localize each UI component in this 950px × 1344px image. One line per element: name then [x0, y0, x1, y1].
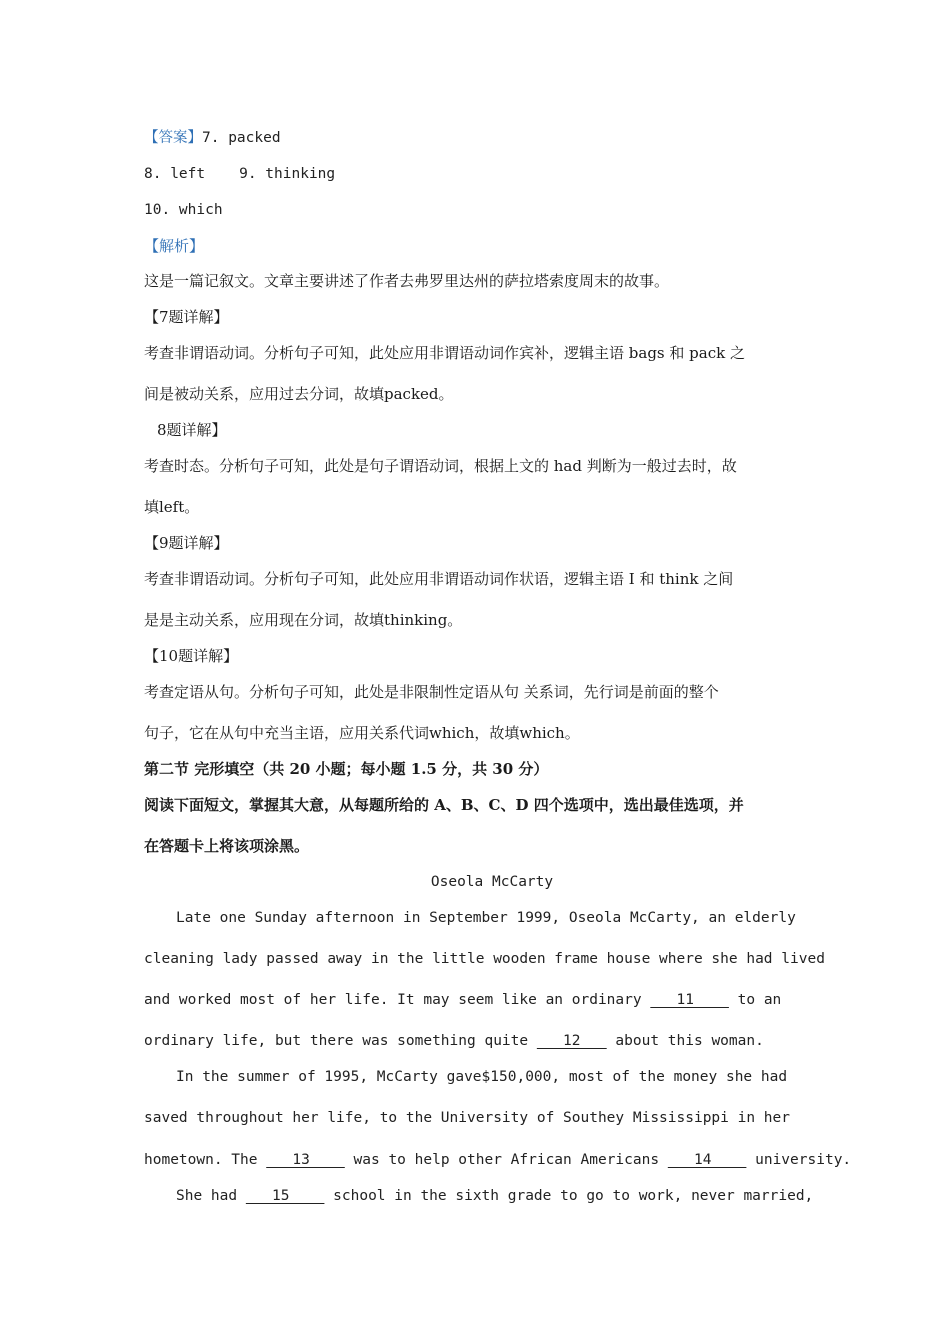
blank-11: 11	[650, 992, 729, 1008]
answer-line-10	[144, 200, 223, 220]
passage-text: She had	[176, 1188, 246, 1204]
answer-7: 7. packed	[202, 130, 281, 146]
analysis-summary: 这是一篇记叙文。文章主要讲述了作者去弗罗里达州的萨拉塔索度周末的故事。	[144, 272, 670, 290]
section-instructions-1: 阅读下面短文，掌握其大意，从每题所给的 A、B、C、D 四个选项中，选出最佳选项，并	[144, 796, 744, 814]
answer-9: 9. thinking	[239, 166, 336, 182]
section-title: 第二节 完形填空（共 20 小题；每小题 1.5 分，共 30 分）	[144, 760, 549, 778]
passage-text: university.	[746, 1152, 852, 1168]
passage-text: school in the sixth grade to go to work, never married,	[324, 1188, 814, 1204]
passage-line	[144, 1150, 851, 1170]
passage-line	[144, 990, 781, 1010]
passage-line: cleaning lady passed away in the little wooden frame house where she had lived	[144, 951, 825, 967]
passage-line	[176, 1186, 813, 1206]
passage-text: about this woman.	[606, 1033, 764, 1049]
q10-heading: 【10题详解】	[144, 647, 239, 665]
passage-text: hometown. The	[144, 1152, 267, 1168]
blank-12: 12	[536, 1033, 607, 1049]
passage-text: ordinary life, but there was something quite	[144, 1033, 537, 1049]
q8-line2: 填left。	[144, 498, 200, 516]
q8-heading: 8题详解】	[157, 421, 227, 439]
q9-line1: 考查非谓语动词。分析句子可知，此处应用非谓语动词作状语，逻辑主语 I 和 think 之间	[144, 570, 734, 588]
answer-line-8-9	[144, 164, 335, 184]
section-instructions-2: 在答题卡上将该项涂黑。	[144, 837, 310, 855]
q9-heading: 【9题详解】	[144, 534, 229, 552]
passage-text: and worked most of her life. It may seem like an ordinary	[144, 992, 651, 1008]
q10-line2: 句子，它在从句中充当主语，应用关系代词which，故填which。	[144, 724, 580, 742]
q7-heading: 【7题详解】	[144, 308, 229, 326]
passage-line: saved throughout her life, to the University of Southey Mississippi in her	[144, 1110, 791, 1126]
q10-line1: 考查定语从句。分析句子可知，此处是非限制性定语从句 关系词，先行词是前面的整个	[144, 683, 719, 701]
answer-10: 10. which	[144, 202, 223, 218]
answer-8: 8. left	[144, 166, 206, 182]
passage-text: to an	[728, 992, 782, 1008]
answer-line-7	[144, 128, 281, 148]
answer-tag: 【答案】	[144, 130, 202, 146]
passage-line: In the summer of 1995, McCarty gave$150,000, most of the money she had	[176, 1069, 788, 1085]
passage-line: Late one Sunday afternoon in September 1999, Oseola McCarty, an elderly	[176, 910, 796, 926]
analysis-tag: 【解析】	[144, 237, 205, 255]
q9-line2: 是是主动关系，应用现在分词，故填thinking。	[144, 611, 463, 629]
q8-line1: 考查时态。分析句子可知，此处是句子谓语动词，根据上文的 had 判断为一般过去时，故	[144, 457, 737, 475]
passage-title: Oseola McCarty	[430, 874, 554, 890]
blank-13: 13	[266, 1152, 345, 1168]
passage-line	[144, 1031, 764, 1051]
q7-line1: 考查非谓语动词。分析句子可知，此处应用非谓语动词作宾补，逻辑主语 bags 和 pack 之	[144, 344, 745, 362]
blank-14: 14	[667, 1152, 747, 1168]
blank-15: 15	[245, 1188, 325, 1204]
passage-text: was to help other African Americans	[344, 1152, 668, 1168]
q7-line2: 间是被动关系，应用过去分词，故填packed。	[144, 385, 454, 403]
